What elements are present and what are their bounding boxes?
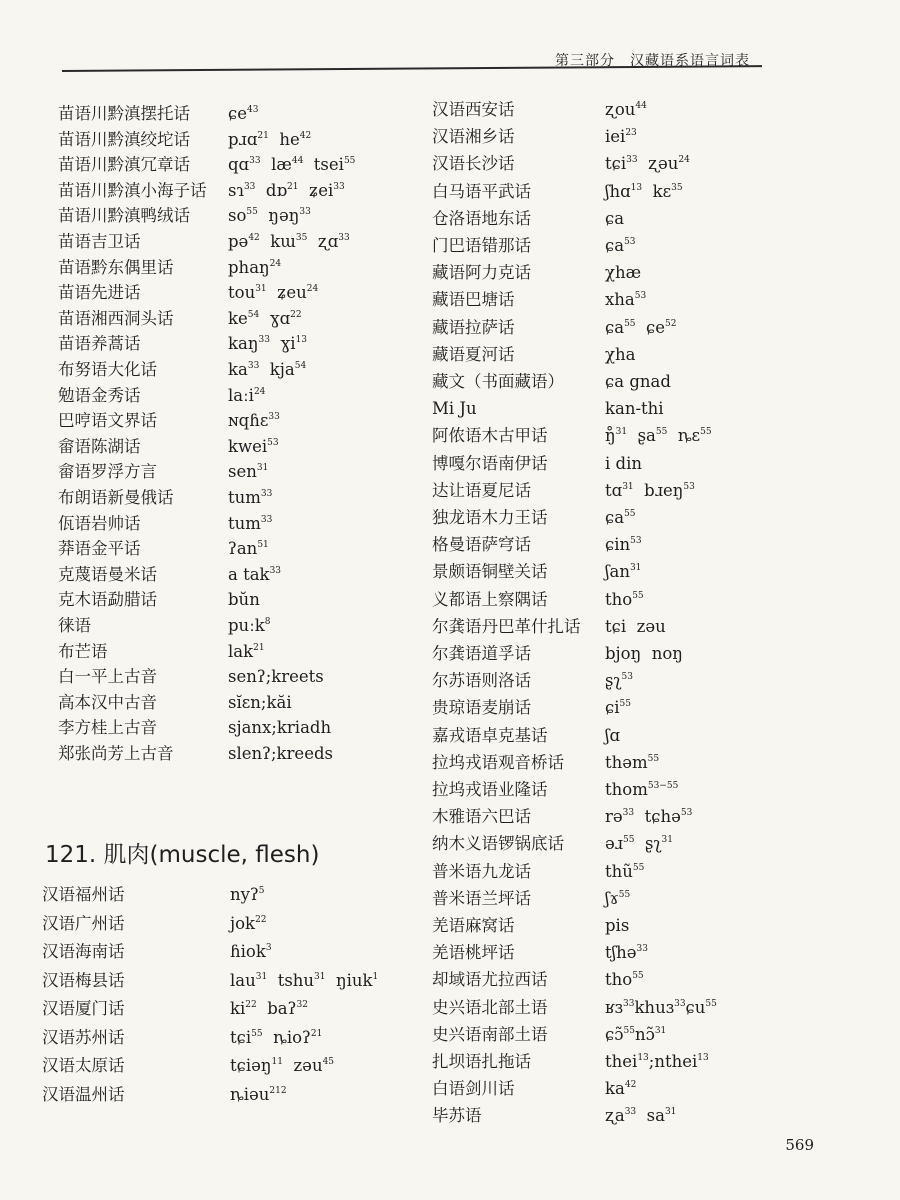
- language-name: 门巴语错那话: [432, 236, 531, 255]
- language-name: 汉语厦门话: [42, 999, 125, 1018]
- word-form: ʂʅ$^{53}$: [605, 671, 633, 691]
- word-form: ʐa$^{33}$ $sa^{31}$: [605, 1106, 677, 1126]
- word-form: nyʔ$^5$: [230, 885, 265, 904]
- language-name: 汉语湘乡话: [432, 127, 515, 147]
- language-name: 贵琼语麦崩话: [432, 698, 531, 718]
- word-form: χha: [605, 344, 636, 364]
- word-form: sĭɛn;kăi: [228, 692, 292, 712]
- language-name: 白语剑川话: [432, 1079, 515, 1099]
- language-name: 克木语勐腊话: [58, 590, 157, 610]
- language-name: 藏语拉萨话: [432, 317, 515, 337]
- word-form: tum$^{33}$: [228, 513, 273, 533]
- word-form: ŋ̊$^{31}$ ʂa$^{55}$ ȵɛ$^{55}$: [605, 426, 712, 446]
- word-form: ɕe$^{43}$: [228, 104, 259, 123]
- language-name: 苗语先进话: [58, 283, 141, 303]
- language-name: 义都语上察隅话: [432, 589, 548, 609]
- word-form: ʃɤ$^{55}$: [605, 888, 631, 908]
- language-name: 巴哼语文界话: [58, 411, 157, 431]
- word-form: tho$^{55}$: [605, 970, 644, 990]
- word-form: lau$^{31}$ tshu$^{31}$ ŋiuk$^1$: [230, 970, 379, 990]
- word-form: kan-thi: [605, 399, 664, 419]
- language-name: 景颇语铜壁关话: [432, 562, 548, 582]
- language-name: 羌语桃坪话: [432, 943, 515, 963]
- word-form: senʔ;kreets: [228, 667, 324, 687]
- language-name: 白马语平武话: [432, 181, 531, 201]
- running-header: 第三部分 汉藏语系语言词表: [555, 53, 750, 69]
- language-name: 藏语阿力克话: [432, 263, 531, 283]
- word-form: ɕa$^{55}$: [605, 508, 636, 527]
- language-name: 藏语巴塘话: [432, 290, 515, 310]
- word-form: ʃhɑ$^{13}$ kɛ$^{35}$: [605, 181, 683, 201]
- word-form: ʐou$^{44}$: [605, 100, 647, 119]
- language-name: 汉语长沙话: [432, 154, 515, 174]
- word-form: $ki^{22}$ baʔ$^{32}$: [230, 999, 308, 1018]
- language-name: 李方桂上古音: [58, 718, 157, 738]
- language-name: 尔龚语丹巴革什扎话: [432, 616, 581, 636]
- word-form: ɕa$^{53}$: [605, 236, 636, 255]
- language-name: 高本汉中古音: [58, 692, 157, 712]
- word-form: pɹɑ$^{21}$ $he^{42}$: [228, 129, 312, 149]
- word-form: tou$^{31}$ ʑeu$^{24}$: [228, 283, 319, 303]
- language-name: 佤语岩帅话: [58, 513, 141, 533]
- word-form: sɿ$^{33}$ dɒ$^{21}$ ʑei$^{33}$: [228, 180, 345, 200]
- word-form: $so^{55}$ ŋəŋ$^{33}$: [228, 206, 311, 226]
- language-name: 博嘎尔语南伊话: [432, 453, 548, 473]
- word-form: laːi$^{24}$: [228, 385, 266, 405]
- word-form: ʔan$^{51}$: [228, 539, 269, 559]
- language-name: 苗语黔东偶里话: [58, 257, 174, 277]
- word-form: thəm$^{55}$: [605, 752, 660, 772]
- language-name: 汉语广州话: [42, 913, 125, 933]
- word-form: sjanx;kriadh: [228, 718, 332, 738]
- language-name: 汉语温州话: [42, 1084, 125, 1104]
- language-name: 却域语尤拉西话: [432, 970, 548, 990]
- language-name: 拉坞戎语观音桥话: [432, 752, 564, 772]
- language-name: 汉语海南话: [42, 942, 125, 961]
- language-name: 拉坞戎语业隆话: [432, 780, 548, 799]
- language-name: 克蔑语曼米话: [58, 564, 157, 584]
- language-name: 阿侬语木古甲话: [432, 426, 548, 446]
- word-form: χhæ: [605, 263, 642, 283]
- word-form: tho$^{55}$: [605, 589, 644, 609]
- language-name: 苗语养蒿话: [58, 334, 141, 354]
- language-name: 扎坝语扎拖话: [432, 1052, 531, 1071]
- language-name: 史兴语北部土语: [432, 997, 548, 1017]
- word-form: a tak$^{33}$: [228, 564, 282, 584]
- language-name: 苗语吉卫话: [58, 232, 141, 251]
- language-name: 布芒语: [58, 641, 108, 661]
- word-form: i din: [605, 453, 642, 473]
- language-name: 苗语川黔滇摆托话: [58, 104, 190, 123]
- section-title: [45, 836, 319, 869]
- language-name: 畲语陈湖话: [58, 436, 141, 456]
- language-name: 纳木义语锣锅底话: [432, 834, 564, 854]
- word-form: kwei$^{53}$: [228, 436, 279, 456]
- word-form: tum$^{33}$: [228, 488, 273, 507]
- word-form: phaŋ$^{24}$: [228, 257, 282, 277]
- word-form: pə$^{42}$ kɯ$^{35}$ ʐɑ$^{33}$: [228, 232, 350, 251]
- word-form: tɕi$^{55}$ ȵioʔ$^{21}$: [230, 1027, 323, 1047]
- language-name: 达让语夏尼话: [432, 480, 531, 500]
- language-name: 布努语大化话: [58, 360, 157, 379]
- language-name: 苗语川黔滇绞坨话: [58, 129, 190, 149]
- language-name: 仓洛语地东话: [432, 208, 531, 228]
- word-form: jok$^{22}$: [230, 913, 267, 933]
- word-form: kaŋ$^{33}$ ɣi$^{13}$: [228, 334, 308, 354]
- word-form: ɕa: [605, 208, 625, 228]
- word-form: lak$^{21}$: [228, 641, 265, 661]
- language-name: 苗语湘西洞头话: [58, 308, 174, 328]
- language-name: 畲语罗浮方言: [58, 462, 157, 482]
- language-name: 汉语太原话: [42, 1056, 125, 1075]
- language-name: 莽语金平话: [58, 539, 141, 559]
- page-number: 569: [785, 1136, 814, 1154]
- language-name: 白一平上古音: [58, 667, 157, 687]
- word-form: ɦiok$^3$: [230, 942, 272, 961]
- language-name: 木雅语六巴话: [432, 807, 531, 827]
- word-form: tɕi zəu: [605, 616, 666, 636]
- language-name: 普米语九龙话: [432, 861, 531, 881]
- word-form: bŭn: [228, 590, 260, 610]
- word-form: əɹ$^{55}$ ʂʅ$^{31}$: [605, 834, 673, 854]
- language-name: 嘉戎语卓克基话: [432, 725, 548, 745]
- language-name: 苗语川黔滇冗章话: [58, 155, 190, 175]
- word-form: puːk$^8$: [228, 616, 271, 635]
- language-name: 羌语麻窝话: [432, 916, 515, 935]
- section-number: 121.: [45, 842, 97, 868]
- language-name: 汉语西安话: [432, 100, 515, 119]
- word-form: slenʔ;kreeds: [228, 744, 333, 763]
- language-name: 汉语梅县话: [42, 970, 125, 990]
- word-form: tɕiəŋ$^{11}$ zəu$^{45}$: [230, 1056, 335, 1075]
- word-form: ʃɑ: [605, 725, 621, 745]
- language-name: 史兴语南部土语: [432, 1024, 548, 1044]
- word-form: thei$^{13}$;nthei$^{13}$: [605, 1052, 709, 1071]
- word-form: thũ$^{55}$: [605, 861, 645, 881]
- word-form: $ka^{33}$ kja$^{54}$: [228, 360, 307, 379]
- language-name: 苗语川黔滇小海子话: [58, 180, 207, 200]
- word-form: tɑ$^{31}$ bɹeŋ$^{53}$: [605, 480, 695, 500]
- word-form: ɴqɦɛ$^{33}$: [228, 411, 280, 431]
- word-form: iei$^{23}$: [605, 127, 637, 147]
- word-form: ɕa gnad: [605, 372, 671, 391]
- word-form: tɕi$^{33}$ ʐəu$^{24}$: [605, 154, 690, 174]
- language-name: 郑张尚芳上古音: [58, 744, 174, 763]
- word-form: ʃan$^{31}$: [605, 562, 642, 582]
- word-form: ɕi$^{55}$: [605, 698, 631, 718]
- word-form: ɕa$^{55}$ ɕe$^{52}$: [605, 317, 677, 337]
- word-form: xha$^{53}$: [605, 290, 647, 310]
- word-form: $ka^{42}$: [605, 1079, 637, 1099]
- word-form: ȵiəu$^{212}$: [230, 1084, 287, 1104]
- language-name: 独龙语木力王话: [432, 508, 548, 527]
- language-name: 尔苏语则洛话: [432, 671, 531, 691]
- word-form: ɕin$^{53}$: [605, 535, 642, 555]
- language-name: 尔龚语道孚话: [432, 644, 531, 663]
- language-name: 汉语福州话: [42, 885, 125, 904]
- word-form: ʁɜ$^{33}$khuɜ$^{33}$ɕu$^{55}$: [605, 997, 717, 1017]
- word-form: ɕɔ̃$^{55}$nɔ̃$^{31}$: [605, 1024, 667, 1044]
- language-name: 毕苏语: [432, 1106, 482, 1126]
- language-name: Mi Ju: [432, 399, 477, 419]
- section-label: 肌肉(muscle, flesh): [103, 842, 320, 868]
- language-name: 格曼语萨穹话: [432, 535, 531, 555]
- language-name: 徕语: [58, 616, 91, 635]
- word-form: tʃhə$^{33}$: [605, 943, 648, 963]
- language-name: 藏文（书面藏语）: [432, 372, 564, 391]
- word-form: $ke^{54}$ ɣɑ$^{22}$: [228, 308, 302, 328]
- word-form: pis: [605, 916, 630, 935]
- language-name: 勉语金秀话: [58, 385, 141, 405]
- language-name: 普米语兰坪话: [432, 888, 531, 908]
- language-name: 布朗语新曼俄话: [58, 488, 174, 507]
- word-form: sen$^{31}$: [228, 462, 269, 482]
- word-form: rə$^{33}$ tɕhə$^{53}$: [605, 807, 693, 827]
- language-name: 藏语夏河话: [432, 344, 515, 364]
- language-name: 汉语苏州话: [42, 1027, 125, 1047]
- word-form: thom$^{53-55}$: [605, 780, 679, 799]
- word-form: qɑ$^{33}$ $læ^{44}$ tsei$^{55}$: [228, 155, 356, 175]
- language-name: 苗语川黔滇鸭绒话: [58, 206, 190, 226]
- word-form: bjoŋ noŋ: [605, 644, 683, 663]
